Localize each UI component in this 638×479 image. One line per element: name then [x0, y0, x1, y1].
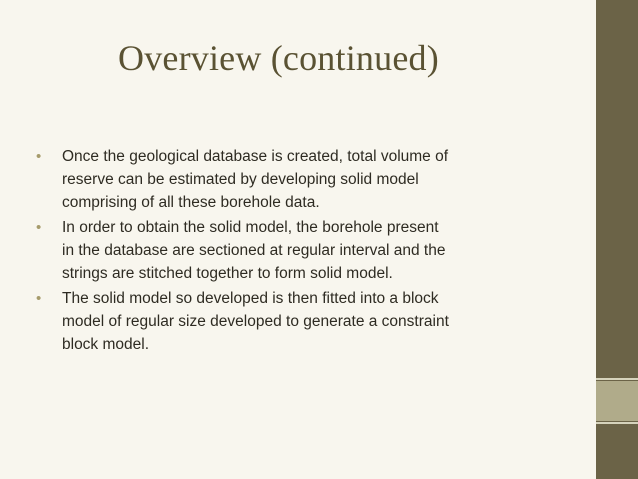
- bullet-line: reserve can be estimated by developing solid model: [62, 171, 419, 188]
- bullet-line: comprising of all these borehole data.: [62, 194, 320, 211]
- side-divider-bottom: [596, 422, 638, 424]
- bullet-item: [36, 287, 576, 356]
- slide-title: Overview (continued): [118, 38, 439, 78]
- bullet-list: [36, 145, 576, 358]
- bullet-line: strings are stitched together to form solid model.: [62, 265, 393, 282]
- bullet-line: in the database are sectioned at regular interval and the: [62, 242, 446, 259]
- side-divider-top: [596, 378, 638, 380]
- bullet-dot-icon: •: [36, 290, 42, 307]
- bullet-item: [36, 216, 576, 285]
- bullet-item: [36, 145, 576, 214]
- bullet-line: block model.: [62, 336, 150, 353]
- bullet-line: In order to obtain the solid model, the borehole present: [62, 219, 439, 236]
- bullet-dot-icon: •: [36, 148, 42, 165]
- bullet-dot-icon: •: [36, 219, 42, 236]
- bullet-line: Once the geological database is created, total volume of: [62, 148, 449, 165]
- bullet-line: The solid model so developed is then fitted into a block: [62, 290, 439, 307]
- bullet-line: model of regular size developed to generate a constraint: [62, 313, 449, 330]
- side-accent-block: [596, 381, 638, 421]
